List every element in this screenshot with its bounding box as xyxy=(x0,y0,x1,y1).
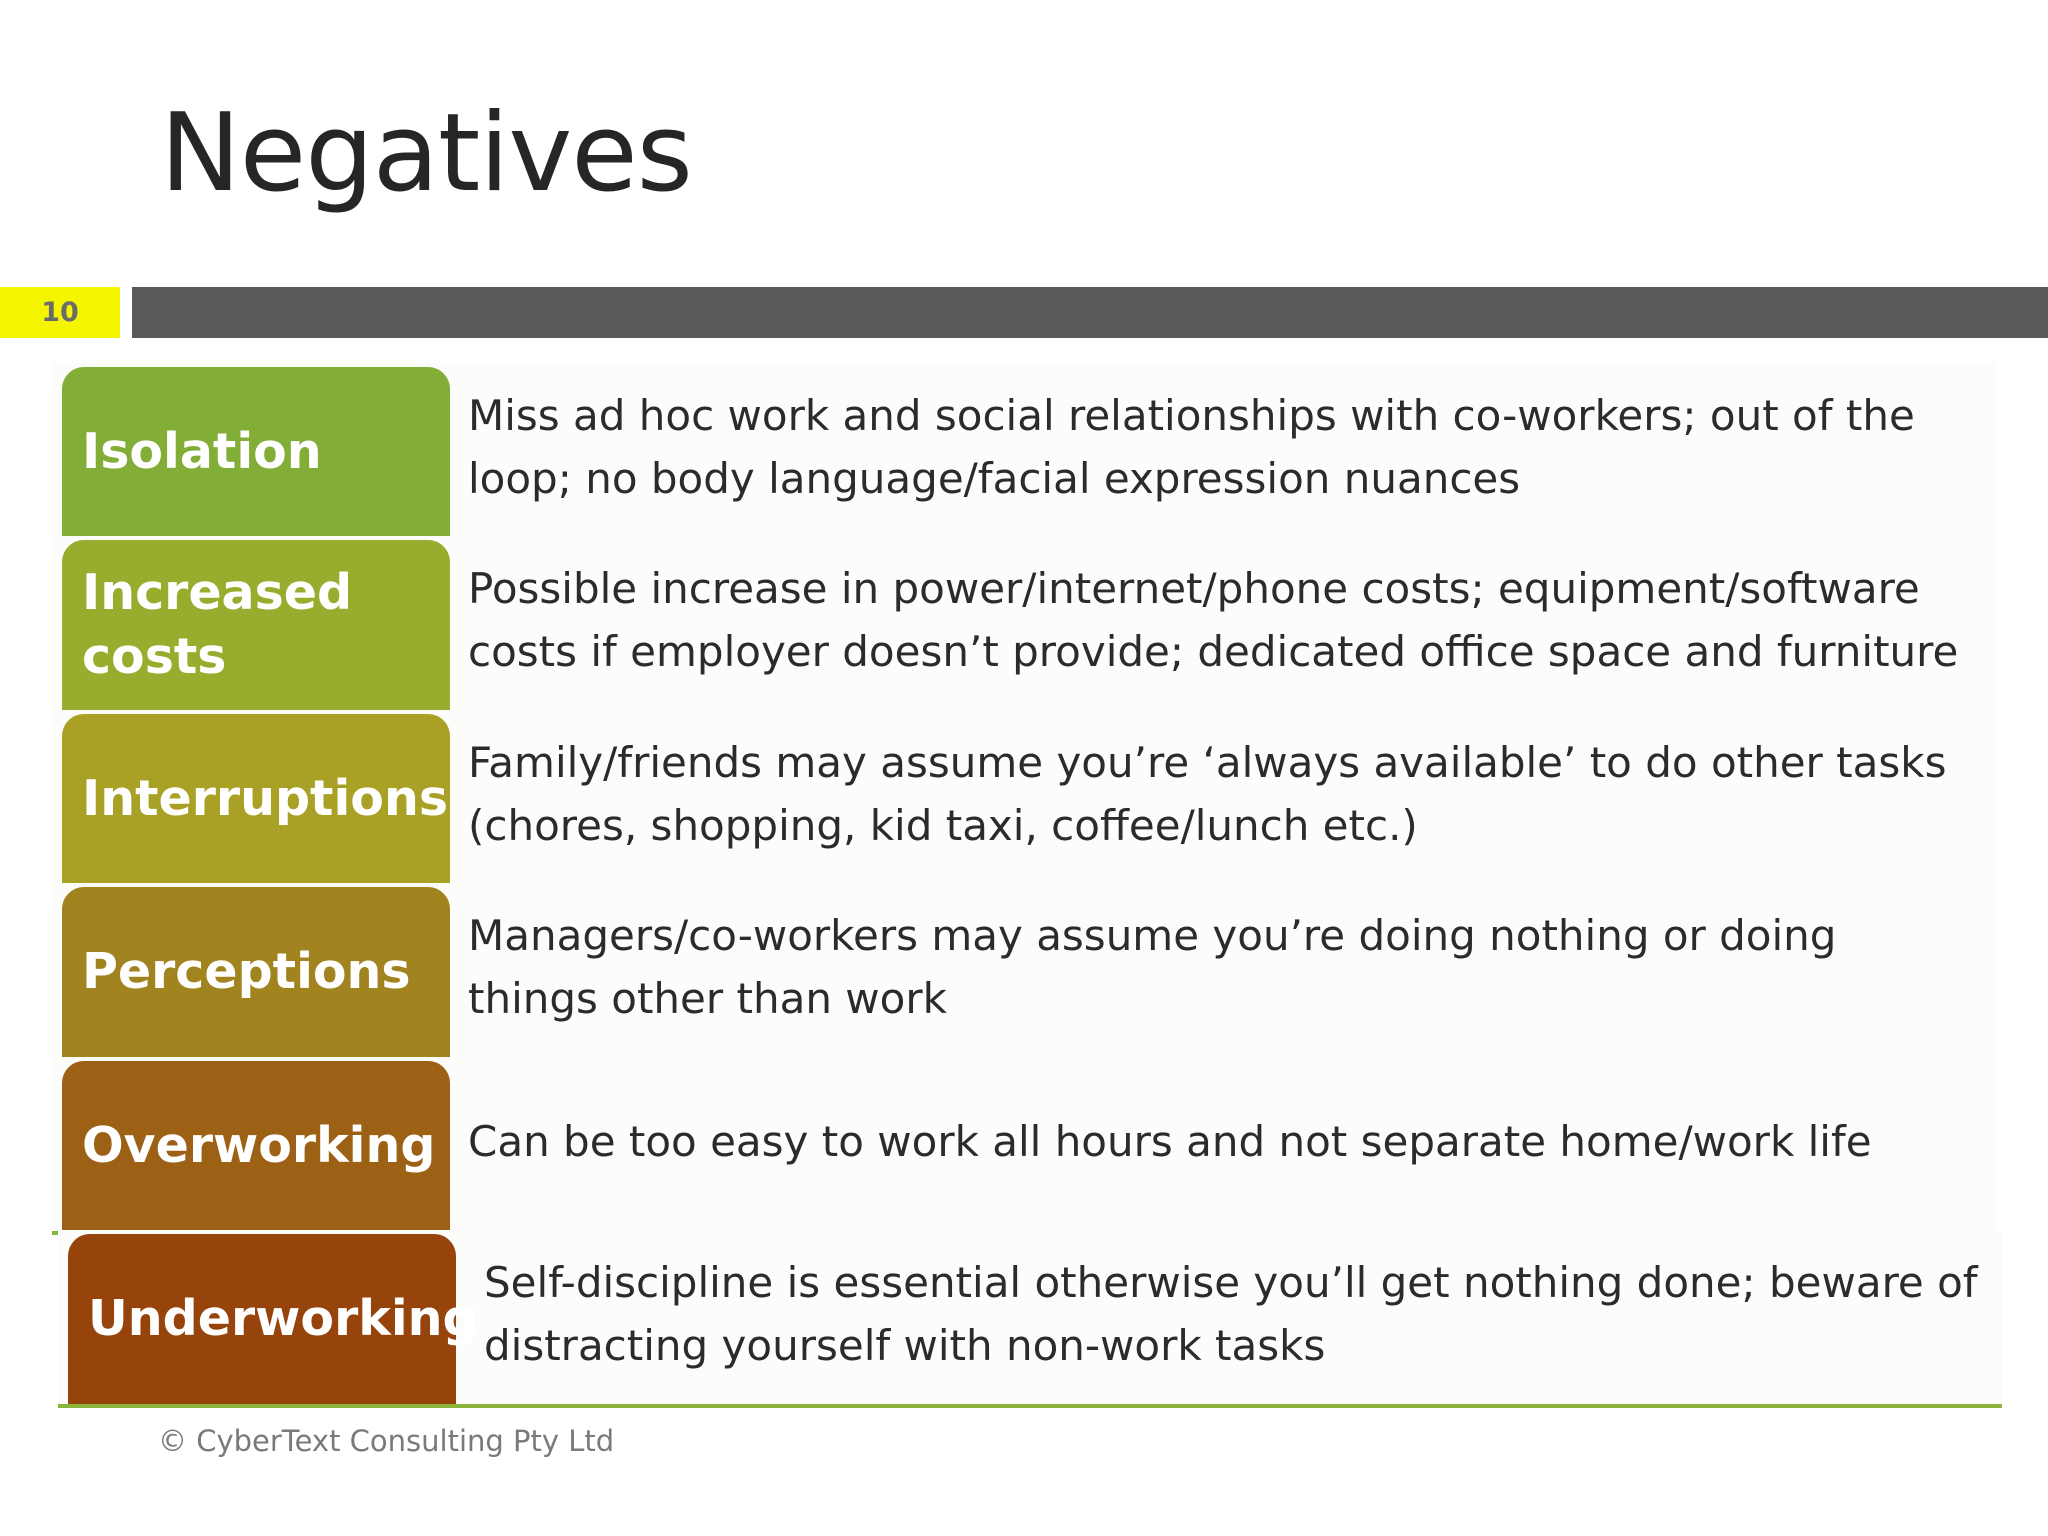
row-label-perceptions xyxy=(62,887,450,1057)
row-label-isolation xyxy=(62,367,450,537)
row-description-text: Miss ad hoc work and social relationships with co-workers; out of the loop; no body language/facial expression nuances xyxy=(468,391,1915,503)
row-label-text: Increased costs xyxy=(82,564,353,685)
row-description-text: Self-discipline is essential otherwise you’ll get nothing done; beware of distracting yourself with non-work tasks xyxy=(484,1258,1978,1370)
row-description-isolation xyxy=(468,357,1976,537)
slide-number-badge: 10 xyxy=(0,287,120,338)
row-description-text: Can be too easy to work all hours and not separate home/work life xyxy=(468,1116,1872,1166)
row-label-interruptions xyxy=(62,714,450,884)
row-description-underworking xyxy=(484,1224,1982,1404)
row-label-text: Perceptions xyxy=(82,943,411,1001)
row-interruptions xyxy=(52,710,1996,888)
slide-title: Negatives xyxy=(160,91,692,216)
row-description-perceptions xyxy=(468,877,1976,1057)
row-label-text: Interruptions xyxy=(82,770,448,828)
row-description-increased-costs xyxy=(468,530,1976,710)
row-description-text: Family/friends may assume you’re ‘always available’ to do other tasks (chores, shopping, kid taxi, coffee/lunch etc.) xyxy=(468,738,1947,850)
row-perceptions xyxy=(52,883,1996,1061)
row-overworking xyxy=(52,1057,1996,1235)
row-description-text: Possible increase in power/internet/phone costs; equipment/software costs if employer doesn’t provide; dedicated office space and furniture xyxy=(468,564,1959,676)
row-label-text: Underworking xyxy=(88,1290,478,1348)
row-label-underworking xyxy=(68,1234,478,1404)
title-divider-bar xyxy=(132,287,2048,338)
row-isolation xyxy=(52,363,1996,541)
row-label-text: Overworking xyxy=(82,1117,436,1175)
row-increased-costs xyxy=(52,536,1996,714)
row-description-text: Managers/co-workers may assume you’re doing nothing or doing things other than work xyxy=(468,911,1837,1023)
row-label-increased-costs xyxy=(62,540,450,710)
row-description-interruptions xyxy=(468,704,1976,884)
row-underworking xyxy=(58,1230,2002,1408)
row-label-text: Isolation xyxy=(82,423,322,481)
row-label-overworking xyxy=(62,1061,450,1231)
row-description-overworking xyxy=(468,1051,1976,1231)
copyright-footer: © CyberText Consulting Pty Ltd xyxy=(158,1424,615,1458)
